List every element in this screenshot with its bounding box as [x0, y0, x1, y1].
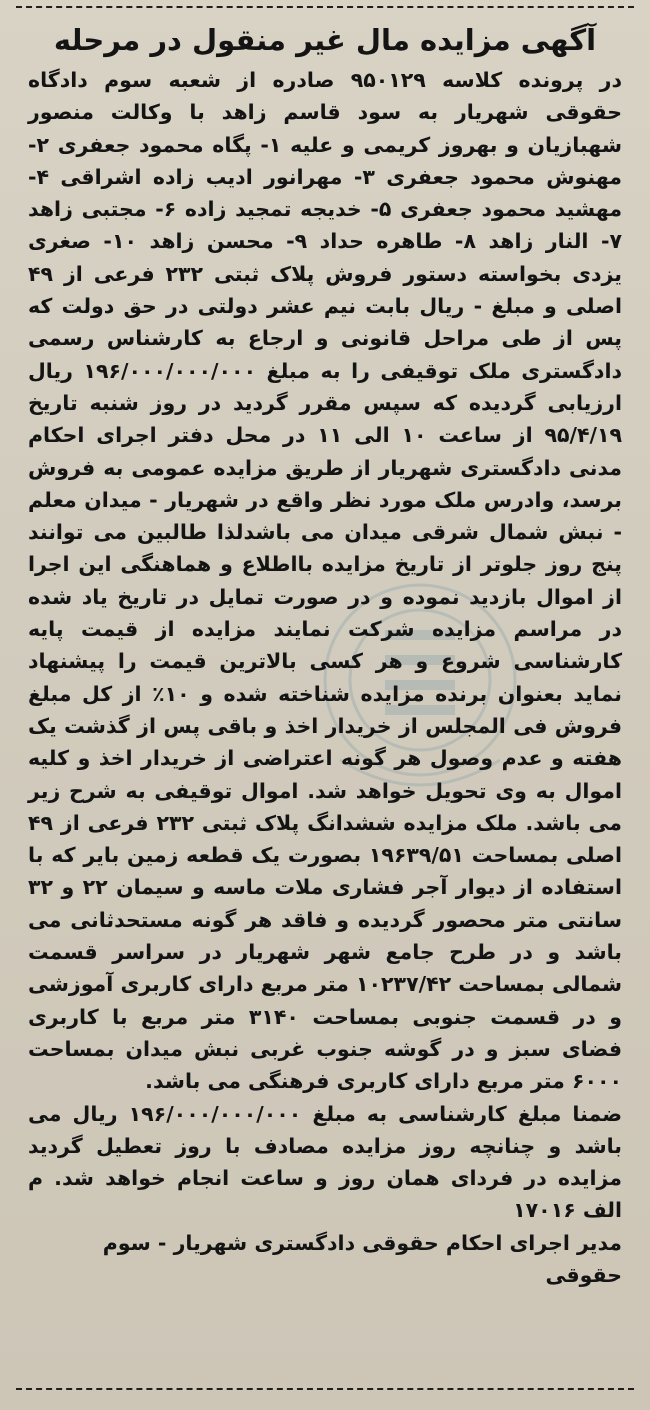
auction-notice — [28, 20, 622, 1291]
top-dashed-divider — [16, 6, 634, 8]
notice-title: آگهی مزایده مال غیر منقول در مرحله — [53, 23, 597, 57]
notice-signature: مدیر اجرای احکام حقوقی دادگستری شهریار - سوم حقوقی — [102, 1230, 622, 1287]
bottom-dashed-divider — [16, 1388, 634, 1390]
notice-closing-paragraph: ضمنا مبلغ کارشناسی به مبلغ ۱۹۶/۰۰۰/۰۰۰/۰۰۰ ریال می باشد و چنانچه روز مزایده مصادف با روز تعطیل گردید مزایده در فردای همان روز و ساعت انجام خواهد شد. م الف ۱۷۰۱۶ — [28, 1101, 622, 1223]
notice-body-paragraph: در پرونده کلاسه ۹۵۰۱۲۹ صادره از شعبه سوم دادگاه حقوقی شهریار به سود قاسم زاهد با وکالت منصور شهبازیان و بهروز کریمی و علیه ۱- پگاه محمود جعفری ۲- مهنوش محمود جعفری ۳- مهرانور ادیب زاده اشراقی ۴- مهشید محمود جعفری ۵- خدیجه تمجید زاده ۶- مجتبی زاهد ۷- النار زاهد ۸- طاهره حداد ۹- محسن زاهد ۱۰- صغری یزدی بخواسته دستور فروش پلاک ثبتی ۲۳۲ فرعی از ۴۹ اصلی و مبلغ - ریال بابت نیم عشر دولتی در حق دولت که پس از طی مراحل قانونی و ارجاع به کارشناس رسمی دادگستری ملک توقیفی را به مبلغ ۱۹۶/۰۰۰/۰۰۰/۰۰۰ ریال ارزیابی گردیده که سپس مقرر گردید در روز شنبه تاریخ ۹۵/۴/۱۹ از ساعت ۱۰ الی ۱۱ در محل دفتر اجرای احکام مدنی دادگستری شهریار از طریق مزایده عمومی به فروش برسد، وادرس ملک مورد نظر واقع در شهریار - میدان معلم - نبش شمال شرقی میدان می باشدلذا طالبین می توانند پنج روز جلوتر از تاریخ مزایده بااطلاع و هماهنگی این اجرا از اموال بازدید نموده و در صورت تمایل در تاریخ یاد شده در مراسم مزایده شرکت نمایند مزایده از قیمت پایه کارشناسی شروع و هر کسی بالاترین قیمت را پیشنهاد نماید بعنوان برنده مزایده شناخته شده و ۱۰٪ از کل مبلغ فروش فی المجلس از خریدار اخذ و باقی پس از گذشت یک هفته و عدم وصول هر گونه اعتراضی از خریدار اخذ و کلیه اموال به وی تحویل خواهد شد. اموال توقیفی به شرح زیر می باشد. ملک مزایده ششدانگ پلاک ثبتی ۲۳۲ فرعی از ۴۹ اصلی بمساحت ۱۹۶۳۹/۵۱ بصورت یک قطعه زمین بایر که با استفاده از دیوار آجر فشاری ملات ماسه و سیمان ۲۲ و ۳۲ سانتی متر محصور گردیده و فاقد هر گونه مستحدثانی می باشد و در طرح جامع شهر شهریار در سراسر قسمت شمالی بمساحت ۱۰۲۳۷/۴۲ متر مربع دارای کاربری آموزشی و در قسمت جنوبی بمساحت ۳۱۴۰ متر مربع با کاربری فضای سبز و در گوشه جنوب غربی نبش میدان بمساحت ۶۰۰۰ متر مربع دارای کاربری فرهنگی می باشد. — [28, 68, 623, 1094]
